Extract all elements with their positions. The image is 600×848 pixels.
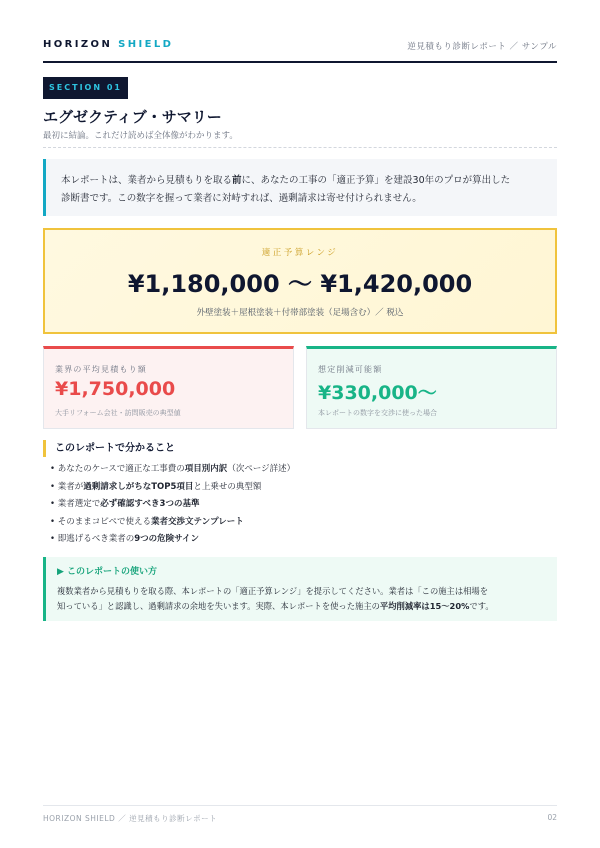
savings-card (306, 346, 557, 429)
item-emphasis: 過剰請求しがちなTOP5項目 (83, 481, 194, 492)
page-header (43, 39, 557, 53)
brand-main: HORIZON (43, 39, 113, 50)
section-title: エグゼクティブ・サマリー (43, 108, 222, 126)
section-divider (43, 147, 557, 148)
report-page (43, 0, 557, 848)
document-label: 逆見積もり診断レポート ／ サンプル (407, 42, 557, 52)
list-item (50, 531, 550, 549)
list-item (50, 496, 550, 514)
intro-text: 本レポートは、業者から見積もりを取る (61, 175, 233, 186)
budget-value: ¥1,180,000 〜 ¥1,420,000 (127, 270, 473, 298)
usage-body (57, 584, 557, 614)
card-value: ¥330,000〜 (318, 382, 437, 404)
usage-callout (43, 557, 557, 621)
brand-logo (43, 39, 173, 50)
item-emphasis: 9つの危険サイン (134, 534, 200, 544)
card-value: ¥1,750,000 (55, 378, 176, 400)
item-text: • 業者が (50, 481, 84, 492)
item-text: • 即逃げるべき業者の (50, 534, 135, 544)
usage-text: 知っている」と認識し、過剰請求の余地を失います。実際、本レポートを使った施主の (57, 601, 380, 611)
card-note: 大手リフォーム会社・訪問販売の典型値 (55, 409, 181, 417)
card-note: 本レポートの数字を交渉に使った場合 (318, 409, 437, 417)
section-badge: SECTION 01 (43, 77, 128, 99)
item-text: • あなたのケースで適正な工事費の (50, 464, 185, 474)
points-list (50, 461, 550, 549)
intro-emphasis: 前 (232, 175, 242, 186)
footer-label: HORIZON SHIELD ／ 逆見積もり診断レポート (43, 814, 218, 823)
brand-accent: SHIELD (118, 39, 174, 50)
intro-text: に、あなたの工事の「適正予算」を建設30年のプロが算出した (241, 175, 511, 186)
item-emphasis: 必ず確認すべき3つの基準 (100, 499, 200, 509)
item-text: （次ページ詳述） (227, 464, 296, 474)
item-emphasis: 項目別内訳 (184, 464, 228, 474)
budget-label: 適正予算レンジ (261, 248, 339, 258)
budget-range-box (43, 228, 557, 334)
average-quote-card (43, 346, 294, 429)
usage-title: ▶ このレポートの使い方 (57, 567, 158, 577)
list-item (50, 514, 550, 532)
item-text: • 業者選定で (50, 499, 101, 509)
intro-callout (43, 159, 557, 216)
budget-note: 外壁塗装＋屋根塗装＋付帯部塗装（足場含む）／ 税込 (196, 308, 404, 318)
intro-line-1 (61, 172, 557, 190)
usage-line-1: 複数業者から見積もりを取る際、本レポートの「適正予算レンジ」を提示してください。業者は「この施主は相場を (57, 586, 489, 596)
footer-divider (43, 805, 557, 806)
card-label: 想定削減可能額 (318, 365, 383, 374)
usage-line-2 (57, 599, 557, 614)
list-item (50, 461, 550, 479)
card-label: 業界の平均見積もり額 (55, 365, 147, 374)
page-number: 02 (547, 813, 557, 822)
item-text: と上乗せの典型額 (193, 481, 262, 492)
usage-text: です。 (469, 601, 494, 611)
list-item (50, 479, 550, 497)
usage-emphasis: 平均削減率は15〜20% (379, 601, 470, 611)
item-emphasis: 業者交渉文テンプレート (151, 516, 244, 527)
intro-line-2: 診断書です。この数字を握って業者に対峙すれば、過剰請求は寄せ付けられません。 (61, 193, 422, 204)
points-heading: このレポートで分かること (43, 440, 175, 457)
section-subtitle: 最初に結論。これだけ読めば全体像がわかります。 (43, 131, 238, 141)
item-text: • そのままコピペで使える (50, 516, 152, 527)
header-divider (43, 61, 557, 63)
